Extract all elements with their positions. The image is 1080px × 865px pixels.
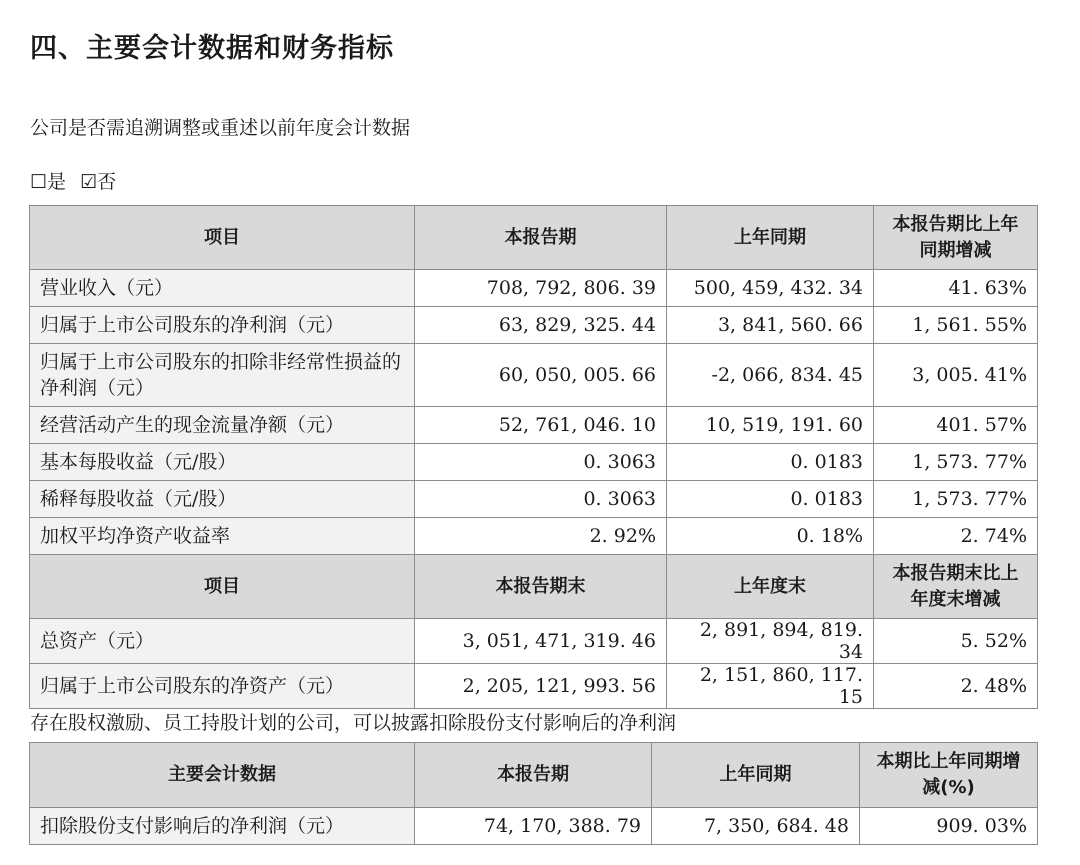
table-header-row	[30, 743, 1038, 808]
col-header-change: 本报告期末比上年度末增减	[874, 555, 1038, 619]
row-current-value: 0. 3063	[415, 444, 667, 481]
table-row	[30, 344, 1038, 407]
row-item-label: 加权平均净资产收益率	[30, 518, 415, 555]
share-payment-table	[29, 742, 1038, 845]
col-header-period-end: 本报告期末	[415, 555, 667, 619]
row-current-value: 708, 792, 806. 39	[415, 270, 667, 307]
row-prior-value: 0. 0183	[667, 481, 874, 518]
row-item-label: 营业收入（元）	[30, 270, 415, 307]
col-header-current: 本报告期	[415, 743, 652, 808]
col-header-current: 本报告期	[415, 206, 667, 270]
row-current-value: 3, 051, 471, 319. 46	[415, 619, 667, 664]
row-change-value: 401. 57%	[874, 407, 1038, 444]
row-prior-value: 10, 519, 191. 60	[667, 407, 874, 444]
row-change-value: 1, 573. 77%	[874, 481, 1038, 518]
row-current-value: 2, 205, 121, 993. 56	[415, 664, 667, 709]
table-row	[30, 518, 1038, 555]
row-change-value: 2. 48%	[874, 664, 1038, 709]
option-no[interactable]	[80, 171, 116, 193]
row-current-value: 74, 170, 388. 79	[415, 808, 652, 845]
table-header-row-2	[30, 555, 1038, 619]
section-heading: 四、主要会计数据和财务指标	[30, 33, 394, 64]
table-row	[30, 808, 1038, 845]
row-change-value: 3, 005. 41%	[874, 344, 1038, 407]
table-row	[30, 664, 1038, 709]
row-prior-value: 500, 459, 432. 34	[667, 270, 874, 307]
col-header-prior-year-end: 上年度末	[667, 555, 874, 619]
row-item-label: 总资产（元）	[30, 619, 415, 664]
option-yes[interactable]	[30, 171, 66, 193]
row-current-value: 2. 92%	[415, 518, 667, 555]
row-change-value: 1, 561. 55%	[874, 307, 1038, 344]
table-header-row	[30, 206, 1038, 270]
row-item-label: 归属于上市公司股东的净利润（元）	[30, 307, 415, 344]
row-item-label: 扣除股份支付影响后的净利润（元）	[30, 808, 415, 845]
col-header-item: 项目	[30, 206, 415, 270]
table-row	[30, 619, 1038, 664]
row-current-value: 60, 050, 005. 66	[415, 344, 667, 407]
row-change-value: 909. 03%	[860, 808, 1038, 845]
checkbox-checked-icon[interactable]: ☑	[80, 171, 98, 193]
row-item-label: 经营活动产生的现金流量净额（元）	[30, 407, 415, 444]
checkbox-unchecked-icon[interactable]: ☐	[30, 171, 48, 193]
row-prior-value: 2, 891, 894, 819. 34	[667, 619, 874, 664]
table-row	[30, 407, 1038, 444]
row-change-value: 2. 74%	[874, 518, 1038, 555]
table-row	[30, 481, 1038, 518]
row-change-value: 41. 63%	[874, 270, 1038, 307]
row-item-label: 归属于上市公司股东的净资产（元）	[30, 664, 415, 709]
share-payment-note: 存在股权激励、员工持股计划的公司，可以披露扣除股份支付影响后的净利润	[30, 712, 677, 734]
col-header-item: 主要会计数据	[30, 743, 415, 808]
row-change-value: 1, 573. 77%	[874, 444, 1038, 481]
row-prior-value: 0. 0183	[667, 444, 874, 481]
col-header-prior: 上年同期	[667, 206, 874, 270]
row-item-label: 稀释每股收益（元/股）	[30, 481, 415, 518]
row-prior-value: 2, 151, 860, 117. 15	[667, 664, 874, 709]
col-header-prior: 上年同期	[652, 743, 860, 808]
row-prior-value: 7, 350, 684. 48	[652, 808, 860, 845]
col-header-change: 本报告期比上年同期增减	[874, 206, 1038, 270]
row-current-value: 0. 3063	[415, 481, 667, 518]
restatement-question: 公司是否需追溯调整或重述以前年度会计数据	[30, 117, 411, 139]
col-header-item: 项目	[30, 555, 415, 619]
row-current-value: 63, 829, 325. 44	[415, 307, 667, 344]
row-item-label: 基本每股收益（元/股）	[30, 444, 415, 481]
table-row	[30, 444, 1038, 481]
key-financial-table	[29, 205, 1038, 709]
row-prior-value: 0. 18%	[667, 518, 874, 555]
row-current-value: 52, 761, 046. 10	[415, 407, 667, 444]
row-prior-value: -2, 066, 834. 45	[667, 344, 874, 407]
row-item-label: 归属于上市公司股东的扣除非经常性损益的净利润（元）	[30, 344, 415, 407]
row-prior-value: 3, 841, 560. 66	[667, 307, 874, 344]
table-row	[30, 307, 1038, 344]
col-header-change: 本期比上年同期增减(%)	[860, 743, 1038, 808]
table-row	[30, 270, 1038, 307]
restatement-options	[30, 167, 124, 194]
row-change-value: 5. 52%	[874, 619, 1038, 664]
option-yes-label: 是	[47, 171, 67, 193]
option-no-label: 否	[97, 171, 117, 193]
